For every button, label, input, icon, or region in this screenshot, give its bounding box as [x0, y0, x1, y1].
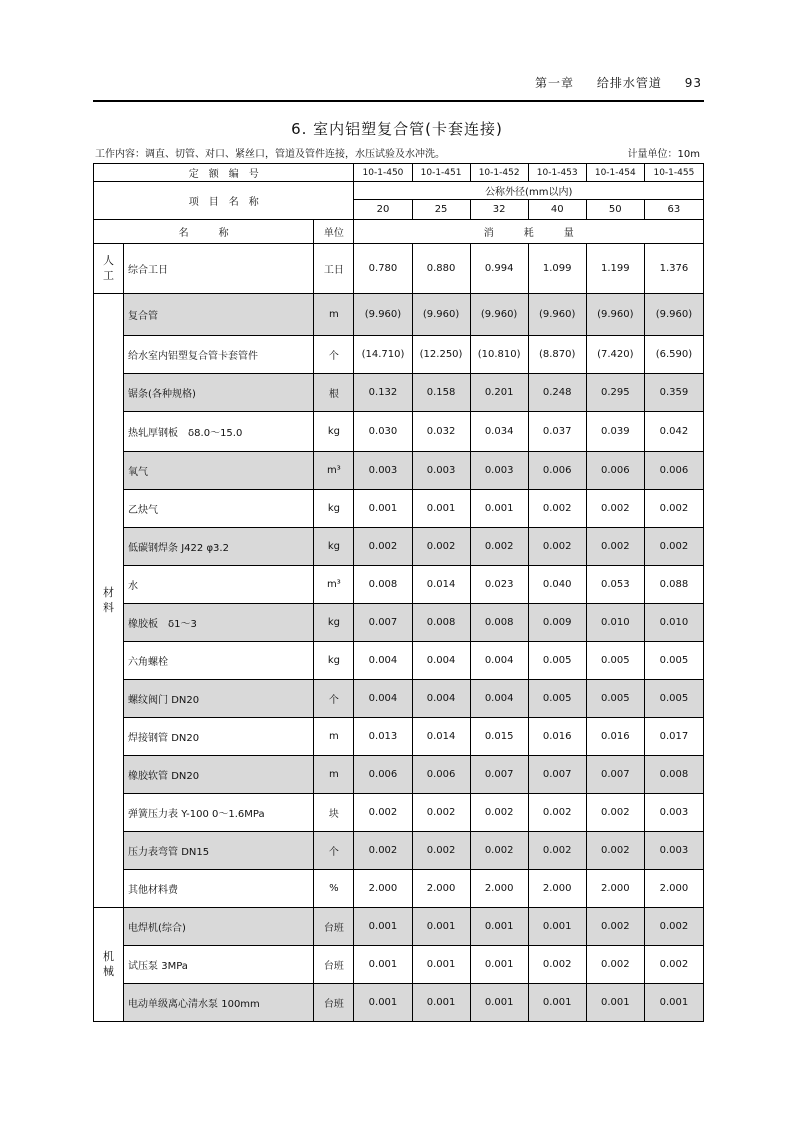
- consumption-value: 0.002: [528, 490, 586, 528]
- consumption-value: 0.001: [586, 984, 644, 1022]
- page-header: [517, 74, 702, 91]
- consumption-value: (12.250): [412, 336, 470, 374]
- consumption-value: 0.002: [586, 946, 644, 984]
- item-unit: m: [314, 756, 354, 794]
- consumption-value: (9.960): [644, 294, 703, 336]
- consumption-value: 0.002: [586, 832, 644, 870]
- consumption-value: 0.994: [470, 244, 528, 294]
- consumption-value: 0.015: [470, 718, 528, 756]
- measurement-unit: 计量单位：10m: [627, 149, 700, 160]
- consumption-value: 0.002: [528, 794, 586, 832]
- consumption-value: 0.002: [470, 794, 528, 832]
- diameter-value: 32: [470, 200, 528, 220]
- consumption-value: (6.590): [644, 336, 703, 374]
- consumption-value: 0.158: [412, 374, 470, 412]
- consumption-value: (10.810): [470, 336, 528, 374]
- table-row: [94, 946, 704, 984]
- consumption-value: 0.002: [412, 794, 470, 832]
- consumption-value: 0.004: [470, 680, 528, 718]
- consumption-value: 0.017: [644, 718, 703, 756]
- item-unit: m³: [314, 566, 354, 604]
- consumption-value: 0.295: [586, 374, 644, 412]
- item-unit: kg: [314, 528, 354, 566]
- name-header: 名 称: [94, 220, 314, 244]
- consumption-value: 0.248: [528, 374, 586, 412]
- consumption-value: 0.002: [586, 528, 644, 566]
- consumption-value: 0.042: [644, 412, 703, 452]
- consumption-value: 0.001: [354, 946, 412, 984]
- consumption-value: 0.010: [644, 604, 703, 642]
- item-unit: %: [314, 870, 354, 908]
- consumption-value: 0.001: [412, 490, 470, 528]
- consumption-value: 0.880: [412, 244, 470, 294]
- section-label: 给排水管道: [596, 76, 662, 90]
- consumption-value: (9.960): [354, 294, 412, 336]
- item-unit: 根: [314, 374, 354, 412]
- item-unit: 个: [314, 336, 354, 374]
- item-unit: m³: [314, 452, 354, 490]
- diameter-value: 63: [644, 200, 703, 220]
- consumption-value: 0.001: [470, 984, 528, 1022]
- consumption-value: 0.002: [470, 528, 528, 566]
- consumption-value: 0.016: [528, 718, 586, 756]
- consumption-value: 0.002: [354, 794, 412, 832]
- consumption-value: 0.014: [412, 566, 470, 604]
- item-name: 锯条(各种规格): [124, 374, 314, 412]
- consumption-value: 0.008: [354, 566, 412, 604]
- consumption-value: (9.960): [412, 294, 470, 336]
- consumption-value: 0.003: [644, 794, 703, 832]
- consumption-value: 2.000: [470, 870, 528, 908]
- item-unit: kg: [314, 642, 354, 680]
- item-name: 其他材料费: [124, 870, 314, 908]
- item-name: 弹簧压力表 Y-100 0～1.6MPa: [124, 794, 314, 832]
- consumption-value: 0.008: [412, 604, 470, 642]
- quota-code: 10-1-453: [528, 164, 586, 182]
- consumption-value: 0.001: [470, 946, 528, 984]
- consumption-value: 1.199: [586, 244, 644, 294]
- table-row: [94, 680, 704, 718]
- consumption-value: (14.710): [354, 336, 412, 374]
- consumption-value: 0.032: [412, 412, 470, 452]
- consumption-value: 0.006: [412, 756, 470, 794]
- category-label: 机械: [94, 908, 124, 1022]
- item-name: 电焊机(综合): [124, 908, 314, 946]
- consumption-value: 0.002: [354, 528, 412, 566]
- table-row: [94, 832, 704, 870]
- item-unit: m: [314, 294, 354, 336]
- consumption-value: 0.014: [412, 718, 470, 756]
- table-row: [94, 528, 704, 566]
- consumption-value: 0.001: [528, 908, 586, 946]
- item-unit: kg: [314, 490, 354, 528]
- consumption-value: 1.099: [528, 244, 586, 294]
- table-row: [94, 756, 704, 794]
- consumption-value: 0.002: [528, 528, 586, 566]
- consumption-value: 0.002: [354, 832, 412, 870]
- item-name: 氧气: [124, 452, 314, 490]
- quota-code: 10-1-451: [412, 164, 470, 182]
- consumption-value: 0.053: [586, 566, 644, 604]
- item-name: 热轧厚钢板 δ8.0～15.0: [124, 412, 314, 452]
- consumption-value: 0.040: [528, 566, 586, 604]
- item-unit: 台班: [314, 908, 354, 946]
- consumption-value: 0.006: [644, 452, 703, 490]
- consumption-value: 0.003: [470, 452, 528, 490]
- consumption-value: 0.003: [644, 832, 703, 870]
- consumption-value: 0.001: [412, 908, 470, 946]
- consumption-value: 0.002: [412, 528, 470, 566]
- consumption-value: 0.004: [470, 642, 528, 680]
- chapter-label: 第一章: [535, 76, 575, 90]
- consumption-value: 0.002: [528, 946, 586, 984]
- table-row: [94, 794, 704, 832]
- consumption-value: 0.004: [354, 680, 412, 718]
- consumption-value: 0.002: [644, 946, 703, 984]
- consumption-value: 0.037: [528, 412, 586, 452]
- consumption-value: 1.376: [644, 244, 703, 294]
- consumption-value: 0.002: [644, 490, 703, 528]
- table-row: [94, 908, 704, 946]
- quota-code-label: 定 额 编 号: [94, 164, 354, 182]
- consumption-value: (7.420): [586, 336, 644, 374]
- consumption-value: (9.960): [528, 294, 586, 336]
- consumption-value: 0.002: [644, 908, 703, 946]
- consumption-value: 0.001: [644, 984, 703, 1022]
- consumption-value: 0.006: [528, 452, 586, 490]
- consumption-value: 0.002: [586, 490, 644, 528]
- consumption-header: 消 耗 量: [354, 220, 704, 244]
- item-unit: kg: [314, 604, 354, 642]
- table-row: [94, 452, 704, 490]
- consumption-value: 0.003: [412, 452, 470, 490]
- quota-code: 10-1-455: [644, 164, 703, 182]
- consumption-value: 0.001: [354, 908, 412, 946]
- table-row: [94, 984, 704, 1022]
- consumption-value: 2.000: [412, 870, 470, 908]
- item-name: 综合工日: [124, 244, 314, 294]
- item-unit: 个: [314, 680, 354, 718]
- consumption-value: 0.005: [644, 642, 703, 680]
- consumption-value: 0.007: [470, 756, 528, 794]
- consumption-value: 0.001: [412, 946, 470, 984]
- consumption-value: 0.201: [470, 374, 528, 412]
- consumption-value: 0.003: [354, 452, 412, 490]
- item-name: 电动单级离心清水泵 100mm: [124, 984, 314, 1022]
- table-row: [94, 642, 704, 680]
- item-name: 焊接钢管 DN20: [124, 718, 314, 756]
- table-row: [94, 294, 704, 336]
- consumption-value: 0.007: [586, 756, 644, 794]
- consumption-value: 0.780: [354, 244, 412, 294]
- item-unit: kg: [314, 412, 354, 452]
- quota-code: 10-1-450: [354, 164, 412, 182]
- consumption-value: 0.002: [586, 908, 644, 946]
- consumption-value: 0.034: [470, 412, 528, 452]
- table-row: [94, 870, 704, 908]
- item-name: 螺纹阀门 DN20: [124, 680, 314, 718]
- item-name: 低碳钢焊条 J422 φ3.2: [124, 528, 314, 566]
- consumption-value: 0.001: [470, 908, 528, 946]
- consumption-value: 0.008: [644, 756, 703, 794]
- consumption-value: 0.002: [644, 528, 703, 566]
- consumption-value: 0.132: [354, 374, 412, 412]
- consumption-value: 0.007: [528, 756, 586, 794]
- item-name: 六角螺栓: [124, 642, 314, 680]
- table-row: [94, 374, 704, 412]
- consumption-value: 0.004: [354, 642, 412, 680]
- unit-header: 单位: [314, 220, 354, 244]
- consumption-value: 0.002: [412, 832, 470, 870]
- consumption-value: 2.000: [586, 870, 644, 908]
- work-content: 工作内容：调直、切管、对口、紧丝口，管道及管件连接，水压试验及水冲洗。: [95, 149, 445, 160]
- quota-code: 10-1-454: [586, 164, 644, 182]
- consumption-value: 0.002: [586, 794, 644, 832]
- item-name: 复合管: [124, 294, 314, 336]
- consumption-value: 0.030: [354, 412, 412, 452]
- header-rule: [93, 100, 704, 102]
- consumption-value: 0.005: [528, 680, 586, 718]
- consumption-value: 0.004: [412, 642, 470, 680]
- table-row: [94, 604, 704, 642]
- table-row: [94, 412, 704, 452]
- diameter-value: 20: [354, 200, 412, 220]
- item-name: 乙炔气: [124, 490, 314, 528]
- item-unit: 台班: [314, 946, 354, 984]
- consumption-value: 0.005: [644, 680, 703, 718]
- consumption-value: (8.870): [528, 336, 586, 374]
- item-name: 橡胶板 δ1～3: [124, 604, 314, 642]
- table-row: [94, 244, 704, 294]
- consumption-value: 0.006: [354, 756, 412, 794]
- diameter-value: 25: [412, 200, 470, 220]
- consumption-value: 0.007: [354, 604, 412, 642]
- consumption-value: 2.000: [644, 870, 703, 908]
- diameter-label: 公称外径(mm以内): [354, 182, 704, 200]
- consumption-value: (9.960): [470, 294, 528, 336]
- quota-code: 10-1-452: [470, 164, 528, 182]
- consumption-value: 0.005: [528, 642, 586, 680]
- category-label: 人工: [94, 244, 124, 294]
- diameter-value: 40: [528, 200, 586, 220]
- consumption-value: 0.001: [354, 490, 412, 528]
- item-unit: 台班: [314, 984, 354, 1022]
- item-unit: 个: [314, 832, 354, 870]
- consumption-value: 0.001: [528, 984, 586, 1022]
- item-name: 试压泵 3MPa: [124, 946, 314, 984]
- consumption-value: 0.359: [644, 374, 703, 412]
- item-unit: m: [314, 718, 354, 756]
- item-unit: 块: [314, 794, 354, 832]
- category-label: 材料: [94, 294, 124, 908]
- consumption-value: 0.002: [470, 832, 528, 870]
- item-unit: 工日: [314, 244, 354, 294]
- consumption-value: 2.000: [528, 870, 586, 908]
- table-row: [94, 336, 704, 374]
- consumption-value: 0.006: [586, 452, 644, 490]
- item-name: 水: [124, 566, 314, 604]
- item-name: 橡胶软管 DN20: [124, 756, 314, 794]
- consumption-value: 0.001: [470, 490, 528, 528]
- consumption-value: 0.005: [586, 642, 644, 680]
- item-name: 给水室内铝塑复合管卡套管件: [124, 336, 314, 374]
- consumption-value: 0.016: [586, 718, 644, 756]
- consumption-value: 0.013: [354, 718, 412, 756]
- consumption-value: (9.960): [586, 294, 644, 336]
- item-name: 压力表弯管 DN15: [124, 832, 314, 870]
- consumption-value: 0.001: [412, 984, 470, 1022]
- consumption-value: 0.001: [354, 984, 412, 1022]
- diameter-value: 50: [586, 200, 644, 220]
- consumption-value: 0.039: [586, 412, 644, 452]
- page-title: 6. 室内铝塑复合管(卡套连接): [291, 120, 503, 138]
- table-row: [94, 718, 704, 756]
- table-row: [94, 566, 704, 604]
- page-number: 93: [684, 76, 702, 90]
- consumption-value: 0.010: [586, 604, 644, 642]
- consumption-value: 0.002: [528, 832, 586, 870]
- consumption-value: 0.004: [412, 680, 470, 718]
- consumption-value: 0.005: [586, 680, 644, 718]
- quota-table: [93, 163, 704, 1022]
- consumption-value: 0.023: [470, 566, 528, 604]
- item-name-label: 项 目 名 称: [94, 182, 354, 220]
- consumption-value: 0.008: [470, 604, 528, 642]
- consumption-value: 0.088: [644, 566, 703, 604]
- consumption-value: 2.000: [354, 870, 412, 908]
- consumption-value: 0.009: [528, 604, 586, 642]
- table-row: [94, 490, 704, 528]
